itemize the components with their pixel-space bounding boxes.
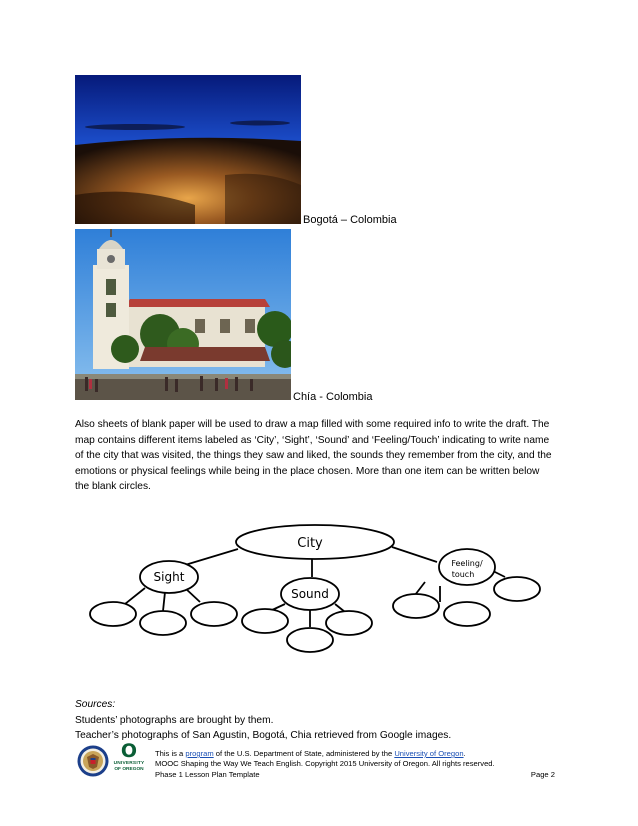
uo-logo: [112, 742, 146, 773]
blank-circle: [242, 609, 288, 633]
sight-label: Sight: [153, 570, 185, 584]
sources-line-1: Students’ photographs are brought by them.: [75, 714, 274, 726]
footer-line-2: MOOC Shaping the Way We Teach English. Copyright 2015 University of Oregon. All rights reserved.: [155, 759, 495, 769]
uo-line-1: UNIVERSITY: [113, 761, 145, 766]
blank-circle: [444, 602, 490, 626]
footer: [155, 749, 555, 780]
footer-line-1: This is a program of the U.S. Department of State, administered by the University of Oregon.: [155, 749, 466, 758]
instructions-paragraph: Also sheets of blank paper will be used to draw a map filled with some required info to write the draft. The map contains different items labeled as ‘City’, ‘Sight’, ‘Sound’ and ‘Feeling/Touch’ indicating to write name of the city that was visited, the things they saw and liked, the sounds they remember from the city, and the emotions or physical feelings while being in the place chosen. More than one item can be written below the blank circles.: [75, 419, 552, 493]
program-link[interactable]: program: [185, 749, 214, 758]
blank-circle: [140, 611, 186, 635]
blank-circle: [393, 594, 439, 618]
sources-heading: Sources:: [75, 699, 116, 710]
blank-circle: [326, 611, 372, 635]
mind-map-diagram: [85, 522, 545, 657]
page-number: Page 2: [530, 769, 555, 779]
chia-caption: Chía - Colombia: [293, 391, 373, 403]
sources-line-2: Teacher’s photographs of San Agustin, Bogotá, Chia retrieved from Google images.: [75, 730, 452, 742]
feeling-label-line2: touch: [451, 570, 475, 579]
blank-circle: [191, 602, 237, 626]
template-name: Phase 1 Lesson Plan Template: [155, 769, 260, 779]
sources-section: [75, 697, 555, 744]
blank-circle: [287, 628, 333, 652]
blank-circle: [90, 602, 136, 626]
uo-line-2: OF OREGON: [114, 767, 144, 772]
city-label: City: [297, 536, 323, 551]
feeling-label-line1: Feeling/: [451, 559, 483, 568]
bogota-photo: [75, 75, 301, 224]
uo-letter: O: [120, 740, 138, 762]
university-of-oregon-link[interactable]: University of Oregon: [394, 749, 464, 758]
bogota-caption: Bogotá – Colombia: [303, 214, 397, 226]
state-department-seal: [77, 745, 109, 777]
sound-label: Sound: [291, 587, 329, 601]
blank-circle: [494, 577, 540, 601]
chia-photo: [75, 229, 291, 400]
footer-line-3: [155, 770, 555, 780]
